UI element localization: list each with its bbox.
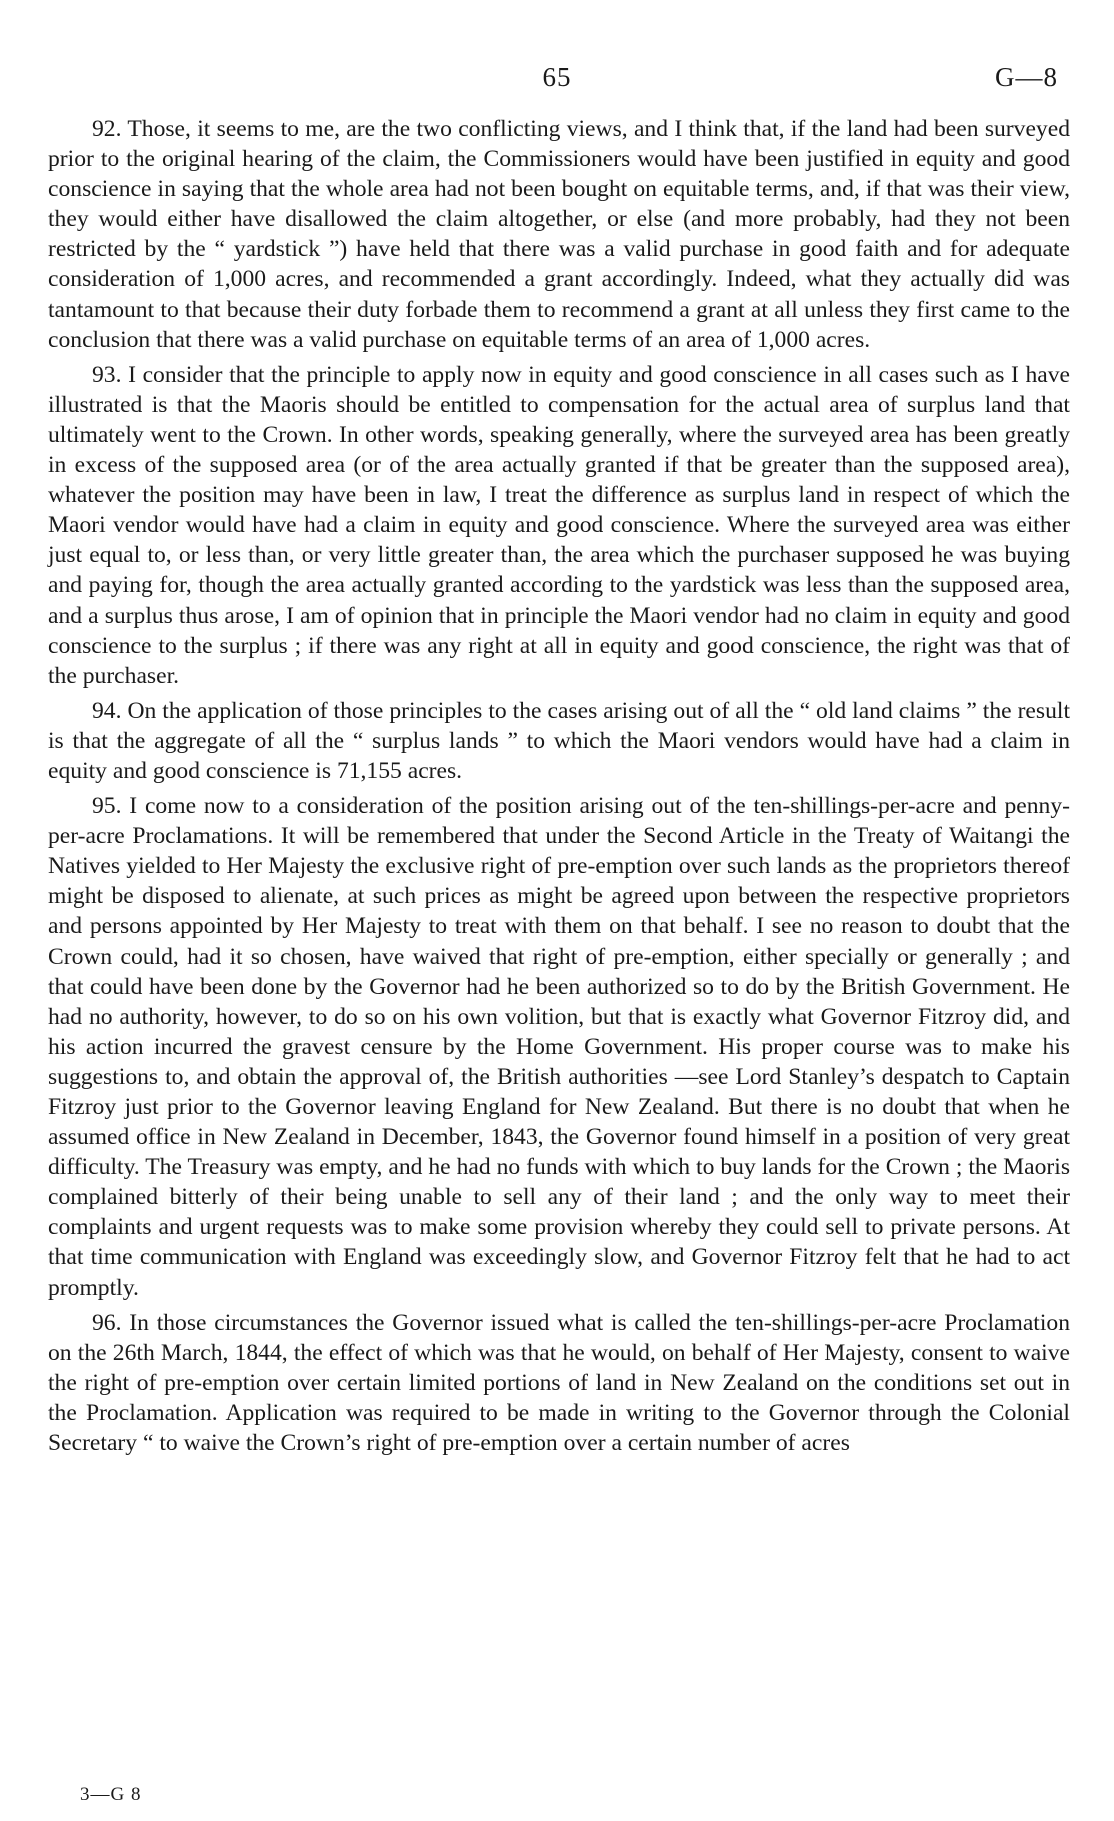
printer-signature: 3—G 8 (80, 1784, 142, 1805)
paragraph-93: 93. I consider that the principle to apply now in equity and good conscience in all cases such as I have illustrated is that the Maoris should be entitled to compensation for the actual area of surplus land that ultimately went to the Crown. In other words, speaking generally, where the surveyed area has been greatly in excess of the supposed area (or of the area actually granted if that be greater than the supposed area), whatever the position may have been in law, I treat the difference as surplus land in respect of which the Maori vendor would have had a claim in equity and good conscience. Where the surveyed area was either just equal to, or less than, or very little greater than, the area which the purchaser supposed he was buying and paying for, though the area actually granted according to the yardstick was less than the supposed area, and a surplus thus arose, I am of opinion that in principle the Maori vendor had no claim in equity and good conscience to the surplus ; if there was any right at all in equity and good conscience, the right was that of the purchaser. (48, 361, 1070, 689)
paragraph-92: 92. Those, it seems to me, are the two conflicting views, and I think that, if the land had been surveyed prior to the original hearing of the claim, the Commissioners would have been justified in equity and good conscience in saying that the whole area had not been bought on equitable terms, and, if that was their view, they would either have disallowed the claim altogether, or else (and more probably, had they not been restricted by the “ yardstick ”) have held that there was a valid purchase in good faith and for adequate consideration of 1,000 acres, and recommended a grant accordingly. Indeed, what they actually did was tantamount to that because their duty forbade them to recommend a grant at all unless they first came to the conclusion that there was a valid purchase on equitable terms of an area of 1,000 acres. (48, 116, 1070, 353)
document-body (48, 114, 1070, 1463)
paragraph-94: 94. On the application of those principles to the cases arising out of all the “ old land claims ” the result is that the aggregate of all the “ surplus lands ” to which the Maori vendors would have had a claim in equity and good conscience is 71,155 acres. (48, 697, 1070, 784)
paragraph-96: 96. In those circumstances the Governor issued what is called the ten-shillings-per-acre Proclamation on the 26th March, 1844, the effect of which was that he would, on behalf of Her Majesty, consent to waive the right of pre-emption over certain limited portions of land in New Zealand on the conditions set out in the Proclamation. Application was required to be made in writing to the Governor through the Colonial Secretary “ to waive the Crown’s right of pre-emption over a certain number of acres (48, 1309, 1070, 1457)
page-header (48, 62, 1066, 102)
page-number: 65 (542, 62, 572, 92)
document-reference: G—8 (995, 62, 1058, 92)
paragraph-95: 95. I come now to a consideration of the position arising out of the ten-shillings-per-acre and penny-per-acre Proclamations. It will be remembered that under the Second Article in the Treaty of Waitangi the Natives yielded to Her Majesty the exclusive right of pre-emption over such lands as the proprietors thereof might be disposed to alienate, at such prices as might be agreed upon between the respective proprietors and persons appointed by Her Majesty to treat with them on that behalf. I see no reason to doubt that the Crown could, had it so chosen, have waived that right of pre-emption, either specially or generally ; and that could have been done by the Governor had he been authorized so to do by the British Government. He had no authority, however, to do so on his own volition, but that is exactly what Governor Fitzroy did, and his action incurred the gravest censure by the Home Government. His proper course was to make his suggestions to, and obtain the approval of, the British authorities —see Lord Stanley’s despatch to Captain Fitzroy just prior to the Governor leaving England for New Zealand. But there is no doubt that when he assumed office in New Zealand in December, 1843, the Governor found himself in a position of very great difficulty. The Treasury was empty, and he had no funds with which to buy lands for the Crown ; the Maoris complained bitterly of their being unable to sell any of their land ; and the only way to meet their complaints and urgent requests was to make some provision whereby they could sell to private persons. At that time communication with England was exceedingly slow, and Governor Fitzroy felt that he had to act promptly. (48, 793, 1070, 1301)
